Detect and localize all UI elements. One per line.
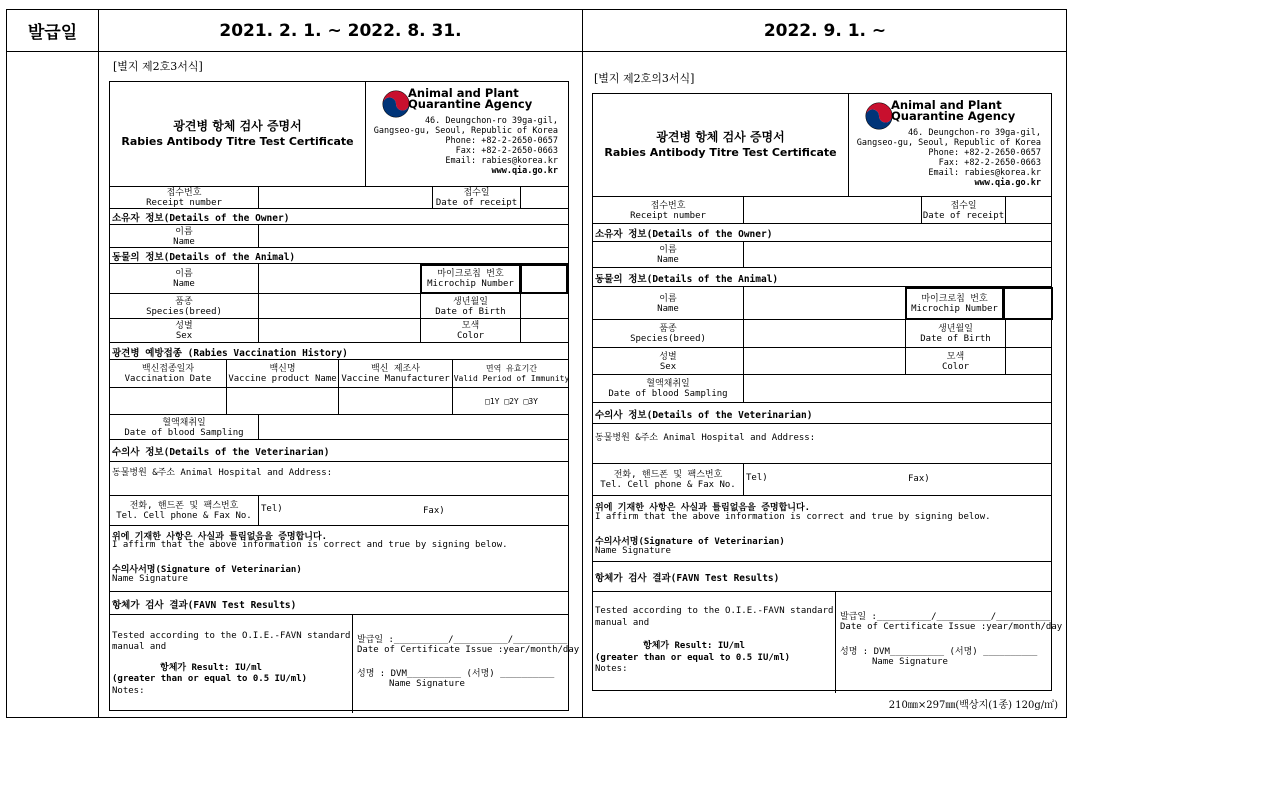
- col-divider-2: [582, 10, 583, 717]
- affirm-block: 위에 기재한 사항은 사실과 틀림없음을 증명합니다. I affirm that the above information is correct and true by signing below. 수의사서명(Signature of Veterinarian) Name Signature: [110, 525, 568, 592]
- header-period-old: 2021. 2. 1. ~ 2022. 8. 31.: [219, 20, 462, 41]
- agency-box: [365, 82, 568, 186]
- blood-sampling-row: 혈액채취일 Date of blood Sampling: [110, 414, 568, 440]
- agency-address: 46. Deungchon-ro 39ga-gil, Gangseo-gu, Seoul, Republic of Korea Phone: +82-2-2650-0657 Fax: +82-2-2650-0663 Email: rabies@korea.kr www.qia.go.kr: [856, 128, 1041, 188]
- cert-title-en: Rabies Antibody Titre Test Certificate: [121, 135, 354, 148]
- species-row: 품종 Species(breed) 생년월일 Date of Birth: [110, 293, 568, 319]
- agency-name: Animal and Plant Quarantine Agency: [891, 98, 1016, 123]
- animal-name-row: 이름 Name 마이크로칩 번호 Microchip Number: [593, 286, 1051, 320]
- sex-row: 성별 Sex 모색 Color: [110, 318, 568, 343]
- form-new: [590, 54, 1066, 714]
- owner-section: 소유자 정보(Details of the Owner): [593, 223, 1051, 242]
- header-issue-date: 발급일: [27, 23, 78, 43]
- vet-section: 수의사 정보(Details of the Veterinarian): [110, 439, 568, 462]
- animal-name-row: 이름 Name 마이크로칩 번호 Microchip Number: [110, 263, 568, 294]
- vacc-section: 광견병 예방접종 (Rabies Vaccination History): [110, 342, 568, 360]
- agency-box: [848, 94, 1051, 196]
- col-divider-1: [98, 10, 99, 717]
- receipt-row: 접수번호 Receipt number 접수일 Date of receipt: [593, 196, 1051, 224]
- sex-row: 성별 Sex 모색 Color: [593, 347, 1051, 375]
- favn-section: 항체가 검사 결과(FAVN Test Results): [593, 561, 1051, 592]
- blood-sampling-row: 혈액채취일 Date of blood Sampling: [593, 374, 1051, 403]
- receipt-row: 접수번호 Receipt number 접수일 Date of receipt: [110, 186, 568, 209]
- cert-header: 광견병 항체 검사 증명서 Rabies Antibody Titre Test Certificate Animal and Plant Quarantine Agency 46. Deungchon-ro 39ga-gil, Gangseo-gu, Seoul, Republic of Korea Phone: +82-2-2650-0657 Fax: +82-2-2650-0663 Email: rabies@korea.kr www.qia.go.kr: [593, 94, 1051, 196]
- cert-title-ko: 광견병 항체 검사 증명서: [173, 119, 302, 133]
- animal-section: 동물의 정보(Details of the Animal): [110, 247, 568, 264]
- qia-logo-icon: [382, 90, 410, 118]
- hospital-row: 동물병원 &주소 Animal Hospital and Address:: [110, 461, 568, 496]
- form-caption: [별지 제2호3서식]: [113, 60, 203, 73]
- favn-section: 항체가 검사 결과(FAVN Test Results): [110, 591, 568, 615]
- vet-section: 수의사 정보(Details of the Veterinarian): [593, 402, 1051, 424]
- phone-row: 전화, 핸드폰 및 팩스번호 Tel. Cell phone & Fax No. Tel) Fax): [593, 463, 1051, 496]
- issue-date-table: [6, 9, 1067, 718]
- animal-section: 동물의 정보(Details of the Animal): [593, 267, 1051, 287]
- certificate-box: [592, 93, 1063, 691]
- vacc-value-row: [110, 387, 568, 415]
- form-old: [107, 54, 580, 714]
- agency-address: 46. Deungchon-ro 39ga-gil, Gangseo-gu, Seoul, Republic of Korea Phone: +82-2-2650-0657 Fax: +82-2-2650-0663 Email: rabies@korea.kr www.qia.go.kr: [373, 116, 558, 176]
- qia-logo-icon: [865, 102, 893, 130]
- cert-header: [110, 82, 568, 186]
- header-period-new: 2022. 9. 1. ~: [763, 20, 887, 41]
- hospital-row: 동물병원 &주소 Animal Hospital and Address:: [593, 423, 1051, 464]
- form-caption: [별지 제2호의3서식]: [594, 72, 695, 85]
- certificate-box: [109, 81, 580, 711]
- vacc-header-row: 백신접종일자 Vaccination Date 백신명 Vaccine product Name 백신 제조사 Vaccine Manufacturer 면역 유효기간 Valid Period of Immunity: [110, 359, 568, 388]
- phone-row: 전화, 핸드폰 및 팩스번호 Tel. Cell phone & Fax No. Tel) Fax): [110, 495, 568, 526]
- owner-section: 소유자 정보(Details of the Owner): [110, 208, 568, 225]
- species-row: 품종 Species(breed) 생년월일 Date of Birth: [593, 319, 1051, 348]
- favn-results: Tested according to the O.I.E.-FAVN standard manual and 항체가 Result: IU/ml (greater than or equal to 0.5 IU/ml) Notes: 발급일 :__________/__________/__________ Date of Certificate Issue :year/month/day 성명 : DVM__________ (서명) __________ Name Signature: [593, 591, 1051, 693]
- affirm-block: 위에 기재한 사항은 사실과 틀림없음을 증명합니다. I affirm that the above information is correct and true by signing below. 수의사서명(Signature of Veterinarian) Name Signature: [593, 495, 1051, 562]
- validity-checkboxes: □1Y □2Y □3Y: [452, 388, 570, 415]
- paper-size-note: 210㎜×297㎜(백상지(1종) 120g/㎡): [888, 700, 1058, 711]
- header-divider: [7, 51, 1066, 52]
- owner-name-row: 이름 Name: [110, 224, 568, 248]
- agency-name: Animal and Plant Quarantine Agency: [408, 86, 533, 111]
- favn-results: Tested according to the O.I.E.-FAVN standard manual and 항체가 Result: IU/ml (greater than or equal to 0.5 IU/ml) Notes: 발급일 :__________/__________/__________ Date of Certificate Issue :year/month/day 성명 : DVM__________ (서명) __________ Name Signature: [110, 614, 568, 713]
- owner-name-row: 이름 Name: [593, 241, 1051, 268]
